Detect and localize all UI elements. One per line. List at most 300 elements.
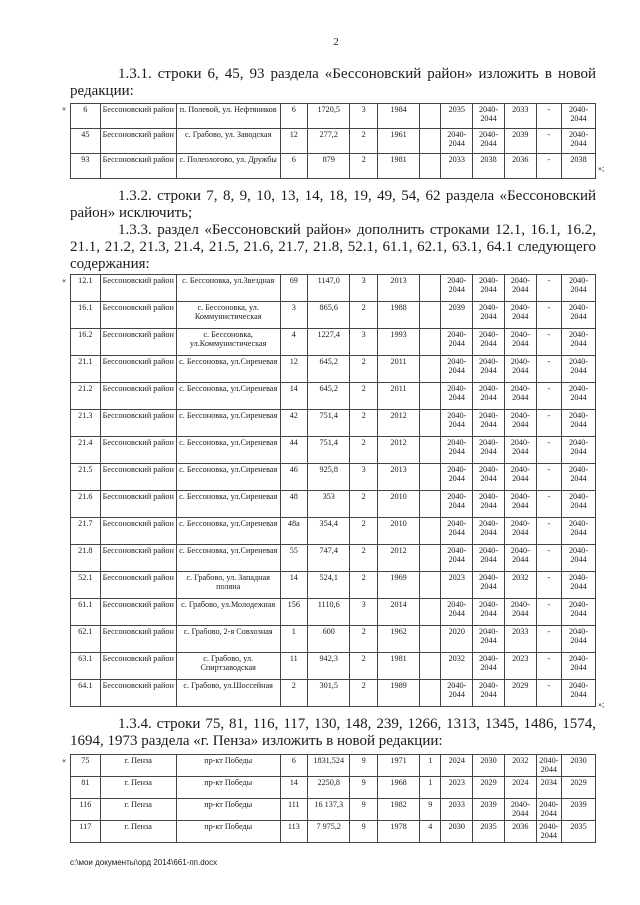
table-cell: 1971	[377, 755, 419, 777]
table-cell: пр-кт Победы	[176, 777, 280, 799]
table-cell: с. Бессоновка, ул.Сиреневая	[176, 491, 280, 518]
table-cell: 2	[350, 518, 378, 545]
table-cell: 2040-2044	[441, 410, 473, 437]
table-cell: 1227,4	[308, 329, 350, 356]
table-cell: 55	[280, 545, 308, 572]
table-cell: Бессоновский район	[100, 410, 176, 437]
table-cell: 2036	[504, 154, 536, 179]
table-cell: г. Пенза	[100, 777, 176, 799]
table-cell: -	[536, 626, 561, 653]
table-cell: 2038	[473, 154, 505, 179]
table-row	[71, 464, 596, 491]
table-cell: 2040-2044	[504, 799, 536, 821]
table-cell: 14	[280, 572, 308, 599]
table-cell: 2013	[377, 275, 419, 302]
table-cell: 2040-2044	[473, 545, 505, 572]
open-quote-mark: «	[62, 104, 66, 113]
table-cell: 2040-2044	[562, 383, 596, 410]
table-cell: с. Бессоновка, ул. Коммунистическая	[176, 302, 280, 329]
table-cell: 2014	[377, 599, 419, 626]
table-cell: 2012	[377, 437, 419, 464]
table-cell: 2040-2044	[504, 275, 536, 302]
table-cell: 2040-2044	[473, 383, 505, 410]
table-cell: 45	[71, 129, 101, 154]
table-row	[71, 302, 596, 329]
table-cell: 2040-2044	[441, 383, 473, 410]
table-cell: 2011	[377, 383, 419, 410]
table-cell: -	[536, 129, 561, 154]
table-cell: 2029	[562, 777, 596, 799]
table-cell	[420, 154, 441, 179]
table-cell: 879	[308, 154, 350, 179]
table	[70, 103, 596, 179]
table-cell: 2034	[536, 777, 561, 799]
table-cell	[420, 104, 441, 129]
table-cell: Бессоновский район	[100, 129, 176, 154]
paragraph-1-3-4: 1.3.4. строки 75, 81, 116, 117, 130, 148, 239, 1266, 1313, 1345, 1486, 1574, 1694, 1973 раздела «г. Пенза» изложить в новой редакции:	[70, 716, 596, 749]
table-cell: 93	[71, 154, 101, 179]
table-cell: 6	[280, 104, 308, 129]
table-cell: 1982	[377, 799, 419, 821]
table-cell: Бессоновский район	[100, 518, 176, 545]
table-cell	[420, 599, 441, 626]
table-cell: 2040-2044	[536, 821, 561, 843]
table-cell: 2040-2044	[473, 129, 505, 154]
table-cell: -	[536, 410, 561, 437]
table-cell: с. Бессоновка, ул.Коммунистическая	[176, 329, 280, 356]
table-cell: 2024	[441, 755, 473, 777]
table-cell: 116	[71, 799, 101, 821]
table-cell: 2040-2044	[473, 302, 505, 329]
table	[70, 754, 596, 843]
table-cell: 2040-2044	[504, 302, 536, 329]
table-cell: 2040-2044	[473, 437, 505, 464]
table-cell: 600	[308, 626, 350, 653]
table-cell	[420, 518, 441, 545]
table-cell: 2040-2044	[562, 545, 596, 572]
table-cell: с. Полеологово, ул. Дружбы	[176, 154, 280, 179]
table-cell: -	[536, 599, 561, 626]
table-cell: 1984	[377, 104, 419, 129]
table-cell: 645,2	[308, 383, 350, 410]
table-cell: пр-кт Победы	[176, 755, 280, 777]
table-cell: 2250,8	[308, 777, 350, 799]
table-cell: 52.1	[71, 572, 101, 599]
table-cell: 2	[350, 437, 378, 464]
table-row	[71, 275, 596, 302]
table-cell: 354,4	[308, 518, 350, 545]
table-cell: 81	[71, 777, 101, 799]
table-cell: -	[536, 545, 561, 572]
table-cell: 2040-2044	[441, 491, 473, 518]
table-cell: 2	[350, 545, 378, 572]
table-cell: 2040-2044	[562, 491, 596, 518]
table-cell	[420, 383, 441, 410]
page-number: 2	[333, 36, 339, 48]
table-cell: 2039	[562, 799, 596, 821]
table-cell: Бессоновский район	[100, 626, 176, 653]
table-cell: 12	[280, 356, 308, 383]
table-cell	[420, 545, 441, 572]
table-body	[71, 104, 596, 179]
table-cell: 117	[71, 821, 101, 843]
table-cell: 301,5	[308, 680, 350, 707]
table-cell: 9	[350, 777, 378, 799]
table-cell: 2040-2044	[562, 437, 596, 464]
table-cell: 2040-2044	[504, 383, 536, 410]
table-cell: 2	[350, 302, 378, 329]
table-cell: 2040-2044	[441, 356, 473, 383]
table-cell: 2040-2044	[441, 599, 473, 626]
paragraph-1-3-3: 1.3.3. раздел «Бессоновский район» дополнить строками 12.1, 16.1, 16.2, 21.1, 21.2, 21.3, 21.4, 21.5, 21.6, 21.7, 21.8, 52.1, 61.1, 62.1, 63.1, 64.1 следующего содержания:	[70, 222, 596, 272]
table-row	[71, 329, 596, 356]
table-cell: 353	[308, 491, 350, 518]
table-cell: 2	[350, 154, 378, 179]
table-cell	[420, 491, 441, 518]
table-cell: Бессоновский район	[100, 464, 176, 491]
table-cell: 6	[71, 104, 101, 129]
table-cell: -	[536, 491, 561, 518]
table-row	[71, 129, 596, 154]
table-cell: 16.1	[71, 302, 101, 329]
table-cell: Бессоновский район	[100, 154, 176, 179]
table-cell: -	[536, 653, 561, 680]
table-cell: 48а	[280, 518, 308, 545]
table-cell: 2040-2044	[504, 464, 536, 491]
table-section-4	[70, 754, 596, 843]
table-cell: 9	[350, 821, 378, 843]
table-cell: Бессоновский район	[100, 653, 176, 680]
table-cell: 1	[280, 626, 308, 653]
table-cell: с. Бессоновка, ул.Сиреневая	[176, 356, 280, 383]
table-cell: с. Бессоновка, ул.Звездная	[176, 275, 280, 302]
table-cell: с. Бессоновка, ул.Сиреневая	[176, 464, 280, 491]
file-path-footer: c:\мои документы\орд 2014\661-пп.docx	[70, 858, 218, 867]
table-row	[71, 626, 596, 653]
table-cell: 1978	[377, 821, 419, 843]
table-cell: 2040-2044	[473, 464, 505, 491]
table-cell: 21.3	[71, 410, 101, 437]
table-cell: 925,8	[308, 464, 350, 491]
table-row	[71, 437, 596, 464]
table-cell: 1720,5	[308, 104, 350, 129]
table-cell: 1	[420, 777, 441, 799]
table-cell: 156	[280, 599, 308, 626]
table-row	[71, 653, 596, 680]
table-cell: 2040-2044	[473, 653, 505, 680]
table-cell: 63.1	[71, 653, 101, 680]
table-cell: 2011	[377, 356, 419, 383]
table-cell: 2	[350, 491, 378, 518]
table-cell: -	[536, 572, 561, 599]
table-cell: Бессоновский район	[100, 275, 176, 302]
table-cell: 2040-2044	[473, 626, 505, 653]
table-cell: 2039	[441, 302, 473, 329]
table-body	[71, 755, 596, 843]
table-cell: 2	[350, 356, 378, 383]
table-cell: -	[536, 383, 561, 410]
table-cell: 2040-2044	[441, 680, 473, 707]
table-cell: 2012	[377, 410, 419, 437]
table-cell: 3	[350, 329, 378, 356]
table-cell: 21.2	[71, 383, 101, 410]
table-cell: 2040-2044	[562, 129, 596, 154]
table-cell: 2040-2044	[562, 518, 596, 545]
table-cell: -	[536, 437, 561, 464]
table-cell: с. Бессоновка, ул.Сиреневая	[176, 545, 280, 572]
table-cell: 2029	[473, 777, 505, 799]
table-row	[71, 572, 596, 599]
table-cell: 6	[280, 154, 308, 179]
table-cell: 46	[280, 464, 308, 491]
table-row	[71, 383, 596, 410]
table-cell: 2029	[504, 680, 536, 707]
table-cell: 2040-2044	[441, 129, 473, 154]
table-cell: с. Грабово, ул. Заводская	[176, 129, 280, 154]
table-cell: 2040-2044	[562, 104, 596, 129]
table-cell: 2030	[562, 755, 596, 777]
table-cell: 2040-2044	[562, 302, 596, 329]
table-cell: 42	[280, 410, 308, 437]
table-cell: 2	[350, 572, 378, 599]
table-cell: 113	[280, 821, 308, 843]
table-cell: 2040-2044	[562, 464, 596, 491]
table-cell: 277,2	[308, 129, 350, 154]
table-cell: 2040-2044	[441, 437, 473, 464]
table-row	[71, 545, 596, 572]
table-cell: 2040-2044	[562, 275, 596, 302]
table-cell: 2040-2044	[562, 599, 596, 626]
table-cell	[420, 653, 441, 680]
table-cell: 2	[350, 410, 378, 437]
table-row	[71, 410, 596, 437]
table-cell: 4	[420, 821, 441, 843]
table-cell: 2035	[473, 821, 505, 843]
table-cell: 2	[280, 680, 308, 707]
table-cell: 2040-2044	[504, 545, 536, 572]
table-cell: 21.1	[71, 356, 101, 383]
table-cell: 2030	[473, 755, 505, 777]
table-cell: 2010	[377, 518, 419, 545]
table-cell: 2040-2044	[504, 518, 536, 545]
table-cell: с. Грабово, ул. Западная поляна	[176, 572, 280, 599]
table-row	[71, 777, 596, 799]
close-quote-mark: »;	[598, 700, 605, 709]
table-cell: 524,1	[308, 572, 350, 599]
table-cell: 61.1	[71, 599, 101, 626]
table-cell: п. Полевой, ул. Нефтяников	[176, 104, 280, 129]
table-cell: 2040-2044	[504, 329, 536, 356]
table-cell: Бессоновский район	[100, 545, 176, 572]
table-cell: 3	[350, 275, 378, 302]
table-cell: 3	[280, 302, 308, 329]
table-cell: 2040-2044	[562, 680, 596, 707]
table-cell: Бессоновский район	[100, 572, 176, 599]
table-cell: 1110,6	[308, 599, 350, 626]
table-row	[71, 599, 596, 626]
table-row	[71, 799, 596, 821]
open-quote-mark: «	[62, 756, 66, 765]
table-row	[71, 821, 596, 843]
table-cell: 2040-2044	[562, 329, 596, 356]
table-cell: 2040-2044	[473, 410, 505, 437]
table-cell: 12	[280, 129, 308, 154]
table-cell: 62.1	[71, 626, 101, 653]
table-cell: 2032	[504, 572, 536, 599]
table-cell: -	[536, 518, 561, 545]
table-cell: 2036	[504, 821, 536, 843]
table-cell: 751,4	[308, 410, 350, 437]
table-cell: 75	[71, 755, 101, 777]
table-cell: 64.1	[71, 680, 101, 707]
table-cell: 9	[350, 799, 378, 821]
table-cell: 2040-2044	[441, 275, 473, 302]
table-cell	[420, 437, 441, 464]
table-cell: 9	[350, 755, 378, 777]
table-cell: 2040-2044	[473, 599, 505, 626]
table-cell: 751,4	[308, 437, 350, 464]
table-cell: 2033	[441, 799, 473, 821]
table-cell: 1988	[377, 302, 419, 329]
table-cell: 2040-2044	[562, 356, 596, 383]
table-cell: 21.4	[71, 437, 101, 464]
table-cell: -	[536, 680, 561, 707]
table-cell	[420, 572, 441, 599]
paragraph-1-3-1: 1.3.1. строки 6, 45, 93 раздела «Бессоновский район» изложить в новой редакции:	[70, 66, 596, 99]
table-cell: Бессоновский район	[100, 104, 176, 129]
table-cell: 2040-2044	[473, 518, 505, 545]
table-cell	[420, 275, 441, 302]
table-cell: 1968	[377, 777, 419, 799]
table-cell: -	[536, 154, 561, 179]
table-cell	[420, 626, 441, 653]
table-cell: 44	[280, 437, 308, 464]
table-cell: -	[536, 302, 561, 329]
table-cell: 1	[420, 755, 441, 777]
table-row	[71, 755, 596, 777]
table-cell: 2040-2044	[504, 437, 536, 464]
table-cell: 2040-2044	[562, 410, 596, 437]
table-cell: 2	[350, 653, 378, 680]
table-cell: 645,2	[308, 356, 350, 383]
table-cell: с. Бессоновка, ул.Сиреневая	[176, 410, 280, 437]
table-cell: 9	[420, 799, 441, 821]
table-cell: 2040-2044	[562, 653, 596, 680]
table-cell: г. Пенза	[100, 755, 176, 777]
table-cell: 2040-2044	[441, 329, 473, 356]
table-cell: 2039	[504, 129, 536, 154]
table-cell: 2033	[504, 104, 536, 129]
table-cell: 2023	[441, 777, 473, 799]
table-cell: 2040-2044	[473, 275, 505, 302]
table-cell: -	[536, 329, 561, 356]
table-cell: 3	[350, 464, 378, 491]
table-cell: 2	[350, 383, 378, 410]
table-cell: 2040-2044	[473, 356, 505, 383]
table-cell: 2040-2044	[441, 518, 473, 545]
table-cell: 2040-2044	[473, 680, 505, 707]
table-cell: Бессоновский район	[100, 599, 176, 626]
table-cell: 865,6	[308, 302, 350, 329]
table-cell: 2	[350, 129, 378, 154]
table-cell: 2040-2044	[441, 464, 473, 491]
table-cell: с. Бессоновка, ул.Сиреневая	[176, 383, 280, 410]
table-cell: г. Пенза	[100, 821, 176, 843]
table-cell: 2039	[473, 799, 505, 821]
table-row	[71, 356, 596, 383]
table-cell: Бессоновский район	[100, 491, 176, 518]
table-cell: 2040-2044	[536, 799, 561, 821]
table-cell: 2023	[441, 572, 473, 599]
table-cell: -	[536, 104, 561, 129]
table-cell	[420, 329, 441, 356]
table-cell: 1962	[377, 626, 419, 653]
table-section-1	[70, 103, 596, 179]
table-cell: 2040-2044	[562, 572, 596, 599]
table-section-3	[70, 274, 596, 707]
table-cell: 16 137,3	[308, 799, 350, 821]
table-cell: 14	[280, 777, 308, 799]
table-cell: 2032	[441, 653, 473, 680]
table-cell: 2038	[562, 154, 596, 179]
table-row	[71, 680, 596, 707]
table-cell: Бессоновский район	[100, 302, 176, 329]
table-cell: 1989	[377, 680, 419, 707]
table-cell: 2040-2044	[504, 356, 536, 383]
table-cell: 2032	[504, 755, 536, 777]
table-cell	[420, 410, 441, 437]
table-cell: 2040-2044	[504, 410, 536, 437]
table-cell	[420, 129, 441, 154]
table-cell: Бессоновский район	[100, 356, 176, 383]
table-cell: с. Бессоновка, ул.Сиреневая	[176, 518, 280, 545]
table-cell	[420, 302, 441, 329]
table-cell: 2033	[504, 626, 536, 653]
table-cell: 2012	[377, 545, 419, 572]
table-cell: Бессоновский район	[100, 329, 176, 356]
table-cell: 2024	[504, 777, 536, 799]
table-cell: пр-кт Победы	[176, 821, 280, 843]
table-cell: -	[536, 464, 561, 491]
table-cell: Бессоновский район	[100, 383, 176, 410]
table-cell: 2023	[504, 653, 536, 680]
table-cell: 2040-2044	[536, 755, 561, 777]
table-cell: 1981	[377, 154, 419, 179]
table-cell: 2040-2044	[504, 599, 536, 626]
table-cell: 48	[280, 491, 308, 518]
table-cell: 21.5	[71, 464, 101, 491]
table-cell: 2035	[562, 821, 596, 843]
table-cell: 12.1	[71, 275, 101, 302]
table-cell: -	[536, 356, 561, 383]
table-cell: Бессоновский район	[100, 437, 176, 464]
table-cell: 2040-2044	[562, 626, 596, 653]
table-cell: 2020	[441, 626, 473, 653]
table-cell: 1831,524	[308, 755, 350, 777]
table-cell: с. Грабово, 2-я Совхозная	[176, 626, 280, 653]
table-cell: 3	[350, 599, 378, 626]
table-cell: 1969	[377, 572, 419, 599]
table-cell: с. Грабово, ул.Молодежная	[176, 599, 280, 626]
table-row	[71, 104, 596, 129]
table-row	[71, 518, 596, 545]
table-cell: -	[536, 275, 561, 302]
table-cell: 1981	[377, 653, 419, 680]
table-cell: 2010	[377, 491, 419, 518]
table-cell: 1961	[377, 129, 419, 154]
table-row	[71, 491, 596, 518]
close-quote-mark: »;	[598, 164, 605, 173]
